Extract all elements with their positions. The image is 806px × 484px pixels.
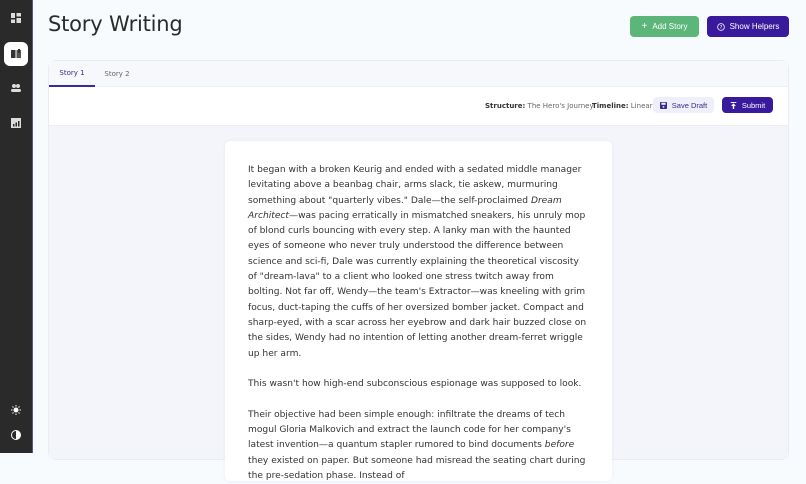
story-toolbar — [49, 87, 788, 126]
structure-info — [485, 102, 594, 110]
story-paragraph: It began with a broken Keurig and ended with a sedated middle manager levitating above a beanbag chair, arms slack, tie askew, murmuring something about "quarterly vibes." Dale—the self-proclaimed Dream Architect—was pacing erratically in mismatched sneakers, his unruly mop of blond curls bouncing with every step. A lanky man with the haunted eyes of someone who never truly understood the difference between science and sci-fi, Dale was currently explaining the theoretical viscosity of "dream-lava" to a client who looked one stress twitch away from bolting. Not far off, Wendy—the team's Extractor—was kneeling with grim focus, duct-taping the cuffs of her oversized bomber jacket. Compact and sharp-eyed, with a scar across her eyebrow and dark hair buzzed close on the sides, Wendy had no intention of letting another dream-ferret wriggle up her arm. — [248, 165, 587, 359]
timeline-label: Timeline: — [592, 102, 629, 110]
book-icon — [11, 49, 21, 59]
sun-icon — [11, 405, 21, 415]
chart-icon — [11, 118, 21, 128]
sidebar-item-characters[interactable] — [4, 76, 28, 100]
plus-icon: + — [641, 21, 648, 32]
tab-story-2[interactable]: Story 2 — [104, 70, 130, 78]
show-helpers-label: Show Helpers — [729, 22, 780, 31]
contrast-icon — [11, 430, 21, 440]
story-tabs — [49, 61, 788, 87]
add-story-label: Add Story — [652, 22, 688, 31]
save-draft-button[interactable] — [653, 97, 714, 113]
sidebar-item-analytics[interactable] — [4, 111, 28, 135]
svg-text:?: ? — [719, 24, 722, 31]
timeline-value: Linear — [630, 102, 653, 110]
show-helpers-button[interactable] — [707, 16, 789, 37]
timeline-info — [592, 102, 653, 110]
submit-label: Submit — [741, 100, 766, 110]
help-circle-icon — [717, 23, 725, 31]
sidebar-item-story-writing[interactable] — [4, 42, 28, 66]
main-content — [34, 0, 806, 481]
tab-story-1[interactable]: Story 1 — [49, 61, 95, 87]
upload-icon — [730, 102, 737, 109]
save-icon — [660, 102, 667, 109]
sidebar-item-contrast[interactable] — [4, 423, 28, 447]
save-draft-label: Save Draft — [671, 100, 708, 110]
structure-label: Structure: — [485, 102, 526, 110]
story-paragraph: Their objective had been simple enough: infiltrate the dreams of tech mogul Gloria Malkovich and extract the launch code for her company's latest invention—a quantum stapler rumored to bind documents before they existed on paper. But someone had misread the seating chart during the pre-sedation phase. Instead of — [248, 409, 586, 481]
story-panel — [48, 60, 789, 481]
document-area — [49, 127, 788, 481]
grid-icon — [11, 13, 21, 23]
story-document[interactable] — [225, 141, 612, 481]
page-title: Story Writing — [48, 12, 183, 36]
add-story-button[interactable] — [630, 16, 699, 37]
sidebar-item-light-mode[interactable] — [4, 398, 28, 422]
people-icon — [11, 83, 21, 93]
submit-button[interactable] — [722, 97, 773, 113]
sidebar — [0, 0, 33, 453]
story-paragraph: This wasn't how high-end subconscious espionage was supposed to look. — [248, 379, 582, 390]
sidebar-item-dashboard[interactable] — [4, 6, 28, 30]
structure-value: The Hero's Journey — [527, 102, 594, 110]
